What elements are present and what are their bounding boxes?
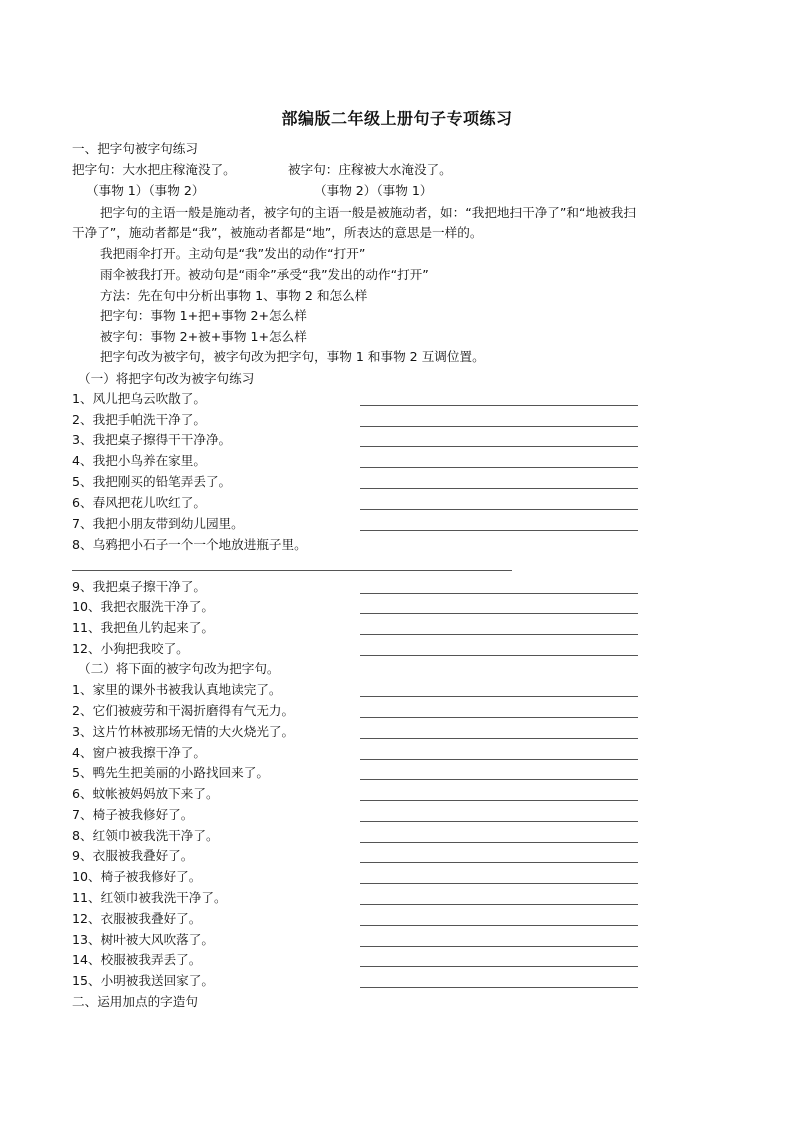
- example-bei-labels: （事物 2）（事物 1）: [314, 183, 433, 198]
- exercise-item: 12、小狗把我咬了。: [72, 641, 189, 656]
- answer-line[interactable]: [360, 655, 638, 656]
- exercise-item: 1、家里的课外书被我认真地读完了。: [72, 682, 282, 697]
- exercise-item: 11、我把鱼儿钓起来了。: [72, 620, 214, 635]
- answer-line[interactable]: [360, 696, 638, 697]
- exercise-item: 14、校服被我弄丢了。: [72, 952, 202, 967]
- exercise-item: 13、树叶被大风吹落了。: [72, 932, 214, 947]
- section1-heading: 一、把字句被字句练习: [72, 141, 198, 156]
- explain-line-2: 干净了”，施动者都是“我”，被施动者都是“地”，所表达的意思是一样的。: [72, 225, 483, 240]
- exercise-item: 2、我把手帕洗干净了。: [72, 412, 206, 427]
- exercise-item: 7、椅子被我修好了。: [72, 807, 194, 822]
- answer-line[interactable]: [360, 821, 638, 822]
- exercise-item: 3、我把桌子擦得干干净净。: [72, 432, 232, 447]
- exercise-item: 5、鸭先生把美丽的小路找回来了。: [72, 765, 269, 780]
- answer-line[interactable]: [360, 405, 638, 406]
- summary-text: 把字句改为被字句，被字句改为把字句，事物 1 和事物 2 互调位置。: [100, 349, 485, 364]
- exercise-item: 5、我把刚买的铅笔弄丢了。: [72, 474, 232, 489]
- method-text: 方法：先在句中分析出事物 1、事物 2 和怎么样: [100, 288, 368, 303]
- answer-line[interactable]: [360, 987, 638, 988]
- exercise-item: 7、我把小朋友带到幼儿园里。: [72, 516, 244, 531]
- exercise-item: 11、红领巾被我洗干净了。: [72, 890, 227, 905]
- example-bei: 被字句：庄稼被大水淹没了。: [288, 162, 452, 177]
- answer-line[interactable]: [360, 717, 638, 718]
- answer-line-long[interactable]: [72, 570, 512, 571]
- answer-line[interactable]: [360, 800, 638, 801]
- answer-line[interactable]: [360, 738, 638, 739]
- answer-line[interactable]: [360, 842, 638, 843]
- answer-line[interactable]: [360, 634, 638, 635]
- exercise-item: 8、乌鸦把小石子一个一个地放进瓶子里。: [72, 537, 307, 552]
- exercise-item: 12、衣服被我叠好了。: [72, 911, 202, 926]
- section2-heading: 二、运用加点的字造句: [72, 994, 198, 1009]
- answer-line[interactable]: [360, 488, 638, 489]
- exercise-item: 3、这片竹林被那场无情的大火烧光了。: [72, 724, 295, 739]
- page-title: 部编版二年级上册句子专项练习: [281, 109, 513, 128]
- example-ba-labels: （事物 1）（事物 2）: [86, 183, 205, 198]
- explain-line-4: 雨伞被我打开。被动句是“雨伞”承受“我”发出的动作“打开”: [100, 267, 429, 282]
- example-ba: 把字句：大水把庄稼淹没了。: [72, 162, 236, 177]
- exercise-item: 6、春风把花儿吹红了。: [72, 495, 206, 510]
- exercise-item: 9、我把桌子擦干净了。: [72, 579, 206, 594]
- exercise-item: 1、风儿把乌云吹散了。: [72, 391, 206, 406]
- part2-heading: （二）将下面的被字句改为把字句。: [78, 661, 280, 676]
- answer-line[interactable]: [360, 509, 638, 510]
- exercise-item: 10、椅子被我修好了。: [72, 869, 202, 884]
- answer-line[interactable]: [360, 883, 638, 884]
- exercise-item: 4、窗户被我擦干净了。: [72, 745, 206, 760]
- answer-line[interactable]: [360, 426, 638, 427]
- answer-line[interactable]: [360, 779, 638, 780]
- exercise-item: 15、小明被我送回家了。: [72, 973, 214, 988]
- exercise-item: 4、我把小鸟养在家里。: [72, 453, 206, 468]
- exercise-item: 9、衣服被我叠好了。: [72, 848, 194, 863]
- answer-line[interactable]: [360, 904, 638, 905]
- exercise-item: 10、我把衣服洗干净了。: [72, 599, 214, 614]
- exercise-item: 8、红领巾被我洗干净了。: [72, 828, 219, 843]
- answer-line[interactable]: [360, 593, 638, 594]
- formula-bei: 被字句：事物 2+被+事物 1+怎么样: [100, 329, 307, 344]
- formula-ba: 把字句：事物 1+把+事物 2+怎么样: [100, 308, 307, 323]
- answer-line[interactable]: [360, 759, 638, 760]
- answer-line[interactable]: [360, 925, 638, 926]
- exercise-item: 6、蚊帐被妈妈放下来了。: [72, 786, 219, 801]
- part1-heading: （一）将把字句改为被字句练习: [78, 371, 255, 386]
- explain-line-3: 我把雨伞打开。主动句是“我”发出的动作“打开”: [100, 246, 366, 261]
- exercise-item: 2、它们被疲劳和干渴折磨得有气无力。: [72, 703, 295, 718]
- answer-line[interactable]: [360, 946, 638, 947]
- answer-line[interactable]: [360, 862, 638, 863]
- answer-line[interactable]: [360, 530, 638, 531]
- answer-line[interactable]: [360, 613, 638, 614]
- explain-line-1: 把字句的主语一般是施动者，被字句的主语一般是被施动者，如：“我把地扫干净了”和“地被我扫: [100, 205, 636, 220]
- answer-line[interactable]: [360, 467, 638, 468]
- answer-line[interactable]: [360, 966, 638, 967]
- answer-line[interactable]: [360, 446, 638, 447]
